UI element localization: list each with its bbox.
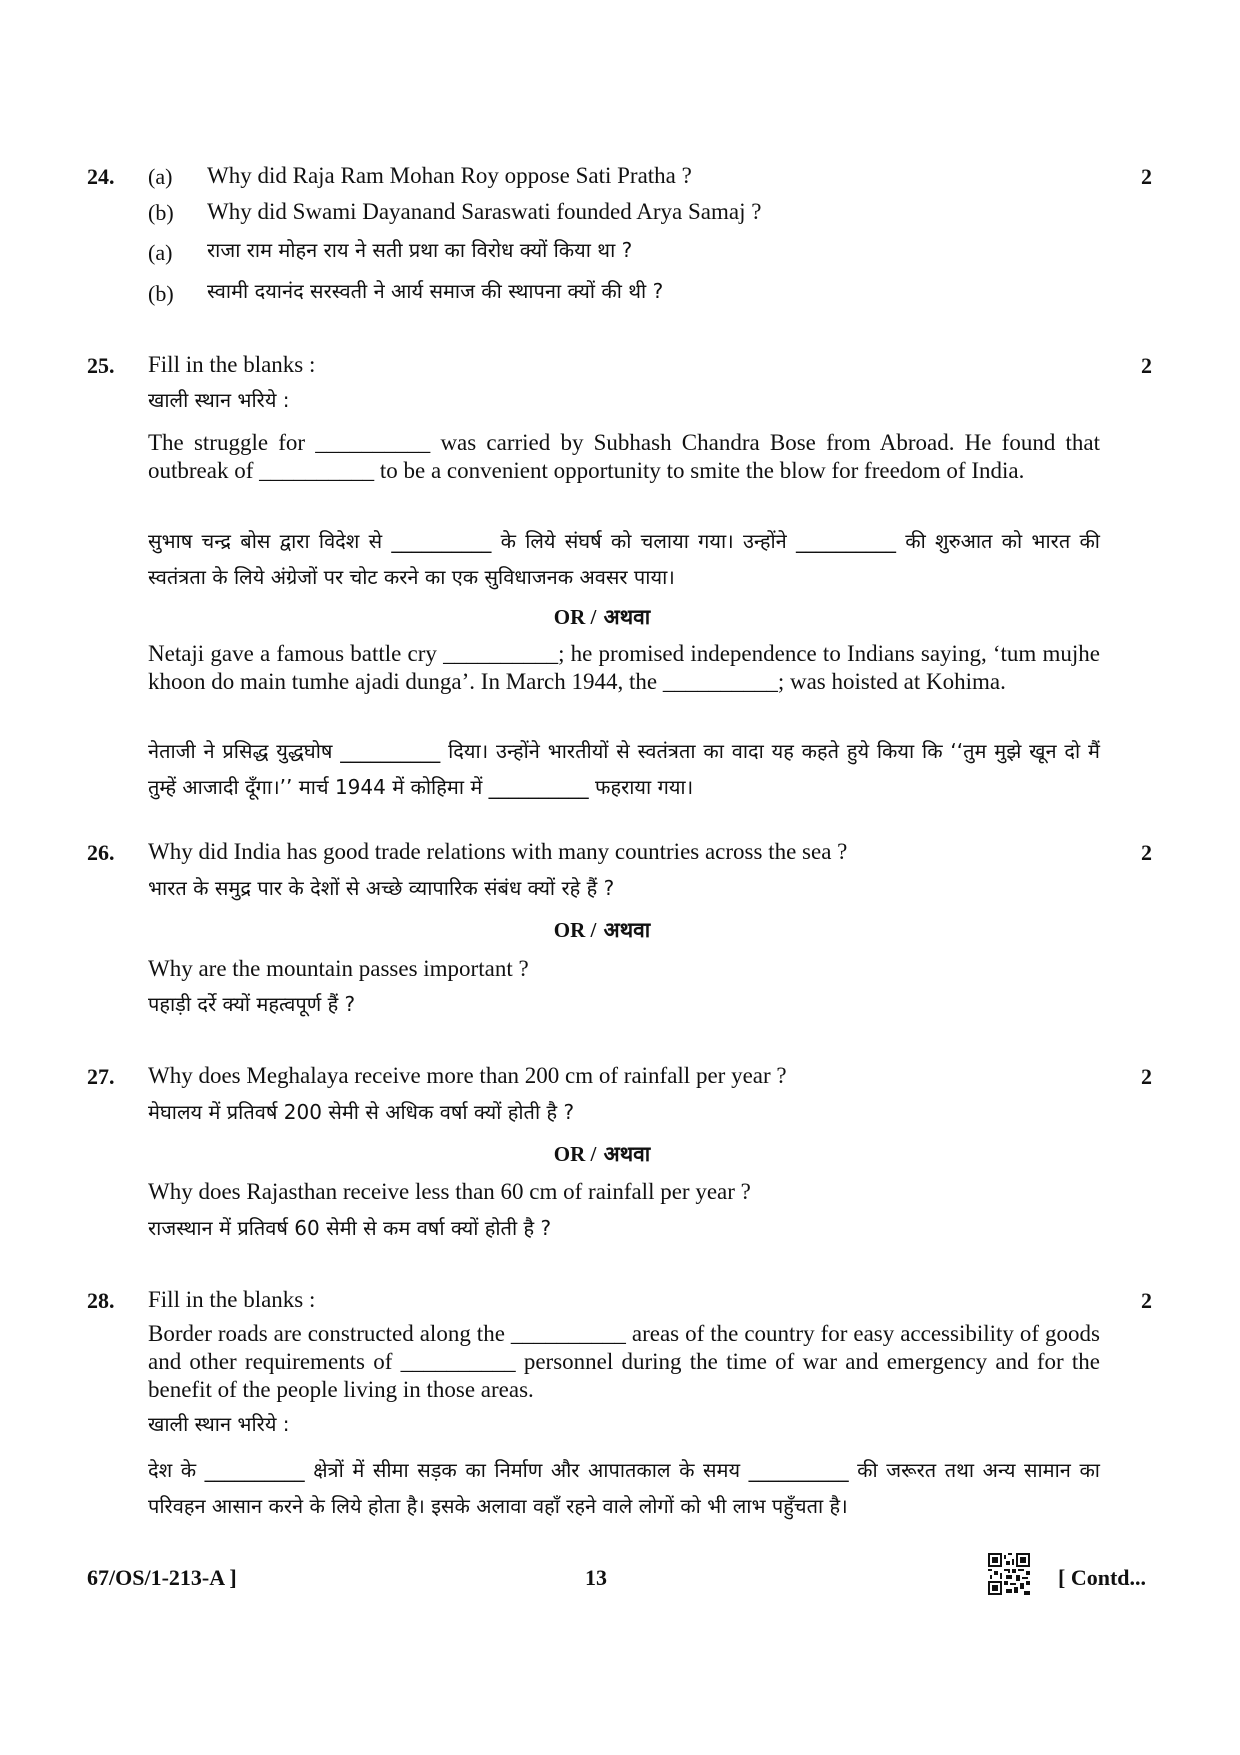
question-text-hi: स्वामी दयानंद सरस्वती ने आर्य समाज की स्थापना क्यों की थी ? bbox=[207, 279, 664, 303]
question-text-en: Why did India has good trade relations with many countries across the sea ? bbox=[148, 839, 848, 864]
question-number: 27. bbox=[87, 1064, 115, 1089]
paragraph-en: Border roads are constructed along the __________ areas of the country for easy accessibility of goods and other requirements of __________ personnel during the time of war and emergency and for the benefit of the people living in those areas. bbox=[148, 1321, 1100, 1402]
qr-code-icon bbox=[988, 1553, 1030, 1595]
or-divider: OR / अथवा bbox=[553, 605, 651, 629]
marks: 2 bbox=[1141, 840, 1152, 865]
question-text-en: Why does Meghalaya receive more than 200 cm of rainfall per year ? bbox=[148, 1063, 787, 1088]
question-number: 26. bbox=[87, 840, 115, 865]
marks: 2 bbox=[1141, 1064, 1152, 1089]
question-text-hi: भारत के समुद्र पार के देशों से अच्छे व्यापारिक संबंध क्यों रहे हैं ? bbox=[148, 876, 615, 900]
or-divider: OR / अथवा bbox=[553, 1142, 651, 1166]
page-number: 13 bbox=[585, 1565, 607, 1590]
sub-label: (b) bbox=[148, 281, 174, 306]
or-divider: OR / अथवा bbox=[553, 918, 651, 942]
paragraph-en: Netaji gave a famous battle cry __________; he promised independence to Indians saying, ‘tum mujhe khoon do main tumhe ajadi dunga’. In March 1944, the __________; was hoisted at Kohima. bbox=[148, 641, 1100, 694]
paragraph-hi: सुभाष चन्द्र बोस द्वारा विदेश से __________ के लिये संघर्ष को चलाया गया। उन्होंने __________ की शुरुआत को भारत की स्वतंत्रता के लिये अंग्रेजों पर चोट करने का एक सुविधाजनक अवसर पाया। bbox=[148, 529, 1100, 589]
instruction-en: Fill in the blanks : bbox=[148, 1287, 316, 1312]
question-text-hi: मेघालय में प्रतिवर्ष 200 सेमी से अधिक वर्षा क्यों होती है ? bbox=[148, 1100, 575, 1124]
paragraph-hi: देश के __________ क्षेत्रों में सीमा सड़क का निर्माण और आपातकाल के समय __________ की जरूरत तथा अन्य सामान का परिवहन आसान करने के लिये होता है। इसके अलावा वहाँ रहने वाले लोगों को भी लाभ पहुँचता है। bbox=[148, 1458, 1100, 1518]
question-number: 28. bbox=[87, 1288, 115, 1313]
question-text-en: Why did Raja Ram Mohan Roy oppose Sati Pratha ? bbox=[207, 163, 692, 188]
question-text-en: Why did Swami Dayanand Saraswati founded Arya Samaj ? bbox=[207, 199, 762, 224]
sub-label: (b) bbox=[148, 200, 174, 225]
paper-code: 67/OS/1-213-A ] bbox=[87, 1565, 237, 1590]
continued-note: [ Contd... bbox=[1058, 1565, 1147, 1590]
question-text-en: Why does Rajasthan receive less than 60 cm of rainfall per year ? bbox=[148, 1179, 751, 1204]
marks: 2 bbox=[1141, 1288, 1152, 1313]
paragraph-hi: नेताजी ने प्रसिद्ध युद्धघोष __________ दिया। उन्होंने भारतीयों से स्वतंत्रता का वादा यह कहते हुये किया कि ‘‘तुम मुझे खून दो मैं तुम्हें आजादी दूँगा।’’ मार्च 1944 में कोहिमा में __________ फहराया गया। bbox=[148, 739, 1100, 799]
instruction-hi: खाली स्थान भरिये : bbox=[148, 388, 290, 412]
marks: 2 bbox=[1141, 353, 1152, 378]
paragraph-en: The struggle for __________ was carried by Subhash Chandra Bose from Abroad. He found that outbreak of __________ to be a convenient opportunity to smite the blow for freedom of India. bbox=[148, 430, 1100, 483]
instruction-en: Fill in the blanks : bbox=[148, 352, 316, 377]
question-text-hi: राजस्थान में प्रतिवर्ष 60 सेमी से कम वर्षा क्यों होती है ? bbox=[148, 1216, 552, 1240]
question-text-en: Why are the mountain passes important ? bbox=[148, 956, 529, 981]
instruction-hi: खाली स्थान भरिये : bbox=[148, 1412, 290, 1436]
marks: 2 bbox=[1141, 164, 1152, 189]
question-text-hi: राजा राम मोहन राय ने सती प्रथा का विरोध क्यों किया था ? bbox=[207, 238, 633, 262]
question-number: 25. bbox=[87, 353, 115, 378]
sub-label: (a) bbox=[148, 164, 173, 189]
question-number: 24. bbox=[87, 164, 115, 189]
sub-label: (a) bbox=[148, 240, 173, 265]
question-text-hi: पहाड़ी दर्रे क्यों महत्वपूर्ण हैं ? bbox=[148, 992, 356, 1016]
